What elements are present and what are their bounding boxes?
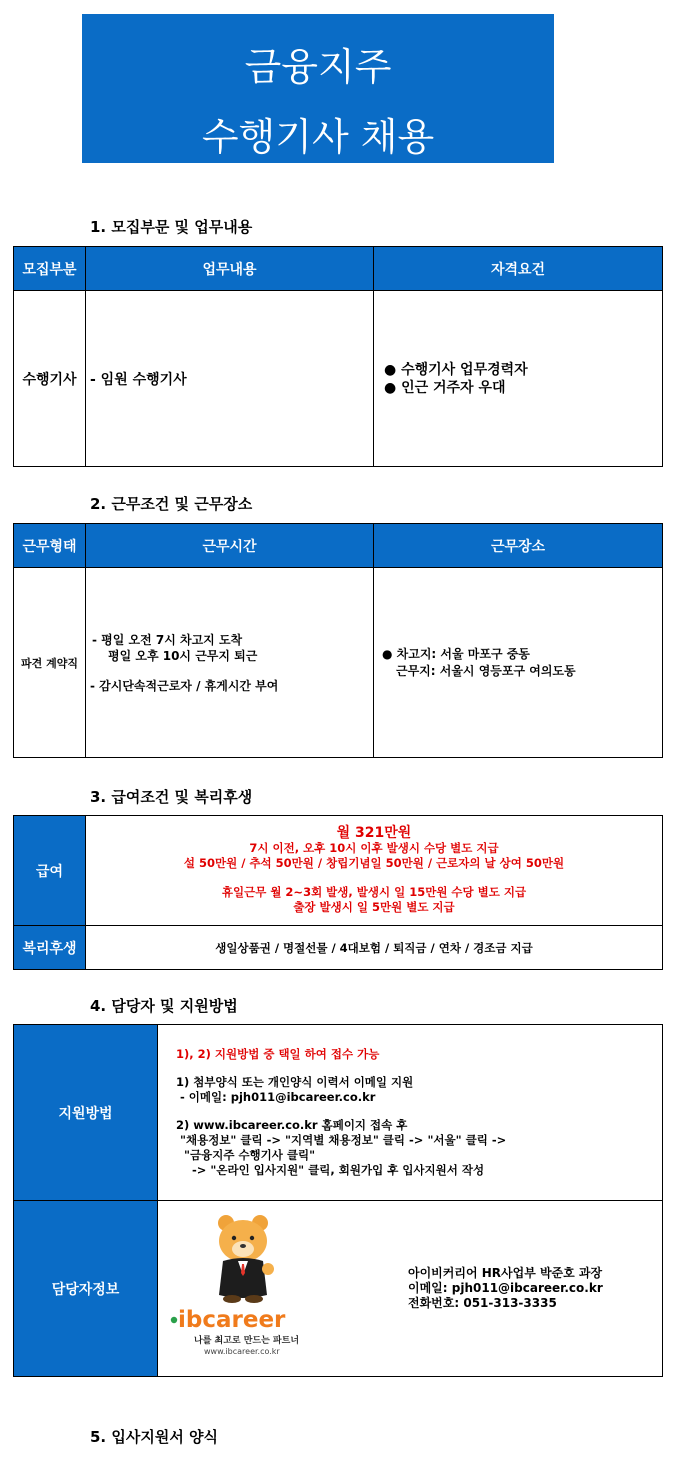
section5-title: 5. 입사지원서 양식 <box>90 1428 219 1446</box>
logo-url: www.ibcareer.co.kr <box>204 1347 280 1356</box>
work-place-cell <box>374 568 663 758</box>
role-cell: 수행기사 <box>14 291 86 467</box>
pay-label: 급여 <box>14 816 86 926</box>
section3-title: 3. 급여조건 및 복리후생 <box>90 788 253 806</box>
apply-method-cell <box>158 1025 663 1201</box>
contact-label: 담당자정보 <box>14 1201 158 1377</box>
monthly-pay: 월 321만원 <box>336 825 412 841</box>
work-place-line: 근무지: 서울시 영등포구 여의도동 <box>396 663 576 678</box>
requirement-item: ● 인근 거주자 우대 <box>384 379 506 396</box>
banner-title-line2: 수행기사 채용 <box>201 115 435 159</box>
apply-note: 1), 2) 지원방법 중 택일 하여 접수 가능 <box>176 1047 380 1061</box>
section2-title: 2. 근무조건 및 근무장소 <box>90 495 253 513</box>
contact-table <box>13 1024 663 1377</box>
work-hours-line: - 감시단속적근로자 / 휴게시간 부여 <box>90 678 279 693</box>
pay-line: 설 50만원 / 추석 50만원 / 창립기념일 50만원 / 근로자의 날 상여 50만원 <box>183 856 565 870</box>
apply-line: -> "온라인 입사지원" 클릭, 회원가입 후 입사지원서 작성 <box>176 1163 485 1177</box>
ibcareer-wordmark <box>168 1305 328 1329</box>
apply-line: 2) www.ibcareer.co.kr 홈페이지 접속 후 <box>176 1118 408 1132</box>
pay-line: 7시 이전, 오후 10시 이후 발생시 수당 별도 지급 <box>249 841 499 855</box>
logo-tagline: 나를 최고로 만드는 파트너 <box>194 1336 300 1346</box>
work-hours-cell <box>86 568 374 758</box>
svg-text:ibcareer: ibcareer <box>178 1307 286 1331</box>
benefit-label: 복리후생 <box>14 926 86 970</box>
pay-line: 출장 발생시 일 5만원 별도 지급 <box>293 900 455 914</box>
section1-title: 1. 모집부문 및 업무내용 <box>90 218 253 236</box>
header-recruit-part: 모집부분 <box>14 247 86 291</box>
header-work-hours: 근무시간 <box>86 524 374 568</box>
apply-line: "금융지주 수행기사 클릭" <box>176 1148 316 1162</box>
requirement-item: ● 수행기사 업무경력자 <box>384 361 528 378</box>
salary-table <box>13 815 663 970</box>
apply-line: 1) 첨부양식 또는 개인양식 이력서 이메일 지원 <box>176 1075 414 1089</box>
header-work-place: 근무장소 <box>374 524 663 568</box>
banner-title-line1: 금융지주 <box>244 45 392 89</box>
contact-text <box>408 1266 603 1311</box>
contact-name: 아이비커리어 HR사업부 박준호 과장 <box>408 1266 603 1280</box>
recruit-table <box>13 246 663 467</box>
work-hours-line: 평일 오후 10시 근무지 퇴근 <box>108 648 258 663</box>
section4-title: 4. 담당자 및 지원방법 <box>90 997 238 1015</box>
contact-email: 이메일: pjh011@ibcareer.co.kr <box>408 1281 603 1295</box>
header-work-type: 근무형태 <box>14 524 86 568</box>
pay-line: 휴일근무 월 2~3회 발생, 발생시 일 15만원 수당 별도 지급 <box>221 885 527 899</box>
title-banner <box>82 14 554 163</box>
job-cell: - 임원 수행기사 <box>86 291 374 467</box>
ibcareer-logo <box>168 1209 328 1369</box>
work-hours-line: - 평일 오전 7시 차고지 도착 <box>92 632 243 647</box>
requirements-cell <box>374 291 663 467</box>
benefit-text: 생일상품권 / 명절선물 / 4대보험 / 퇴직금 / 연차 / 경조금 지급 <box>86 926 663 970</box>
work-type-cell: 파견 계약직 <box>14 568 86 758</box>
header-job-content: 업무내용 <box>86 247 374 291</box>
work-conditions-table <box>13 523 663 758</box>
header-requirements: 자격요건 <box>374 247 663 291</box>
work-place-line: ● 차고지: 서울 마포구 중동 <box>382 646 530 661</box>
pay-details <box>86 816 663 926</box>
contact-phone: 전화번호: 051-313-3335 <box>408 1296 557 1310</box>
apply-label: 지원방법 <box>14 1025 158 1201</box>
contact-info-cell <box>158 1201 663 1377</box>
apply-line: "채용정보" 클릭 -> "지역별 채용정보" 클릭 -> "서울" 클릭 -> <box>176 1133 507 1147</box>
apply-email: - 이메일: pjh011@ibcareer.co.kr <box>176 1090 376 1104</box>
